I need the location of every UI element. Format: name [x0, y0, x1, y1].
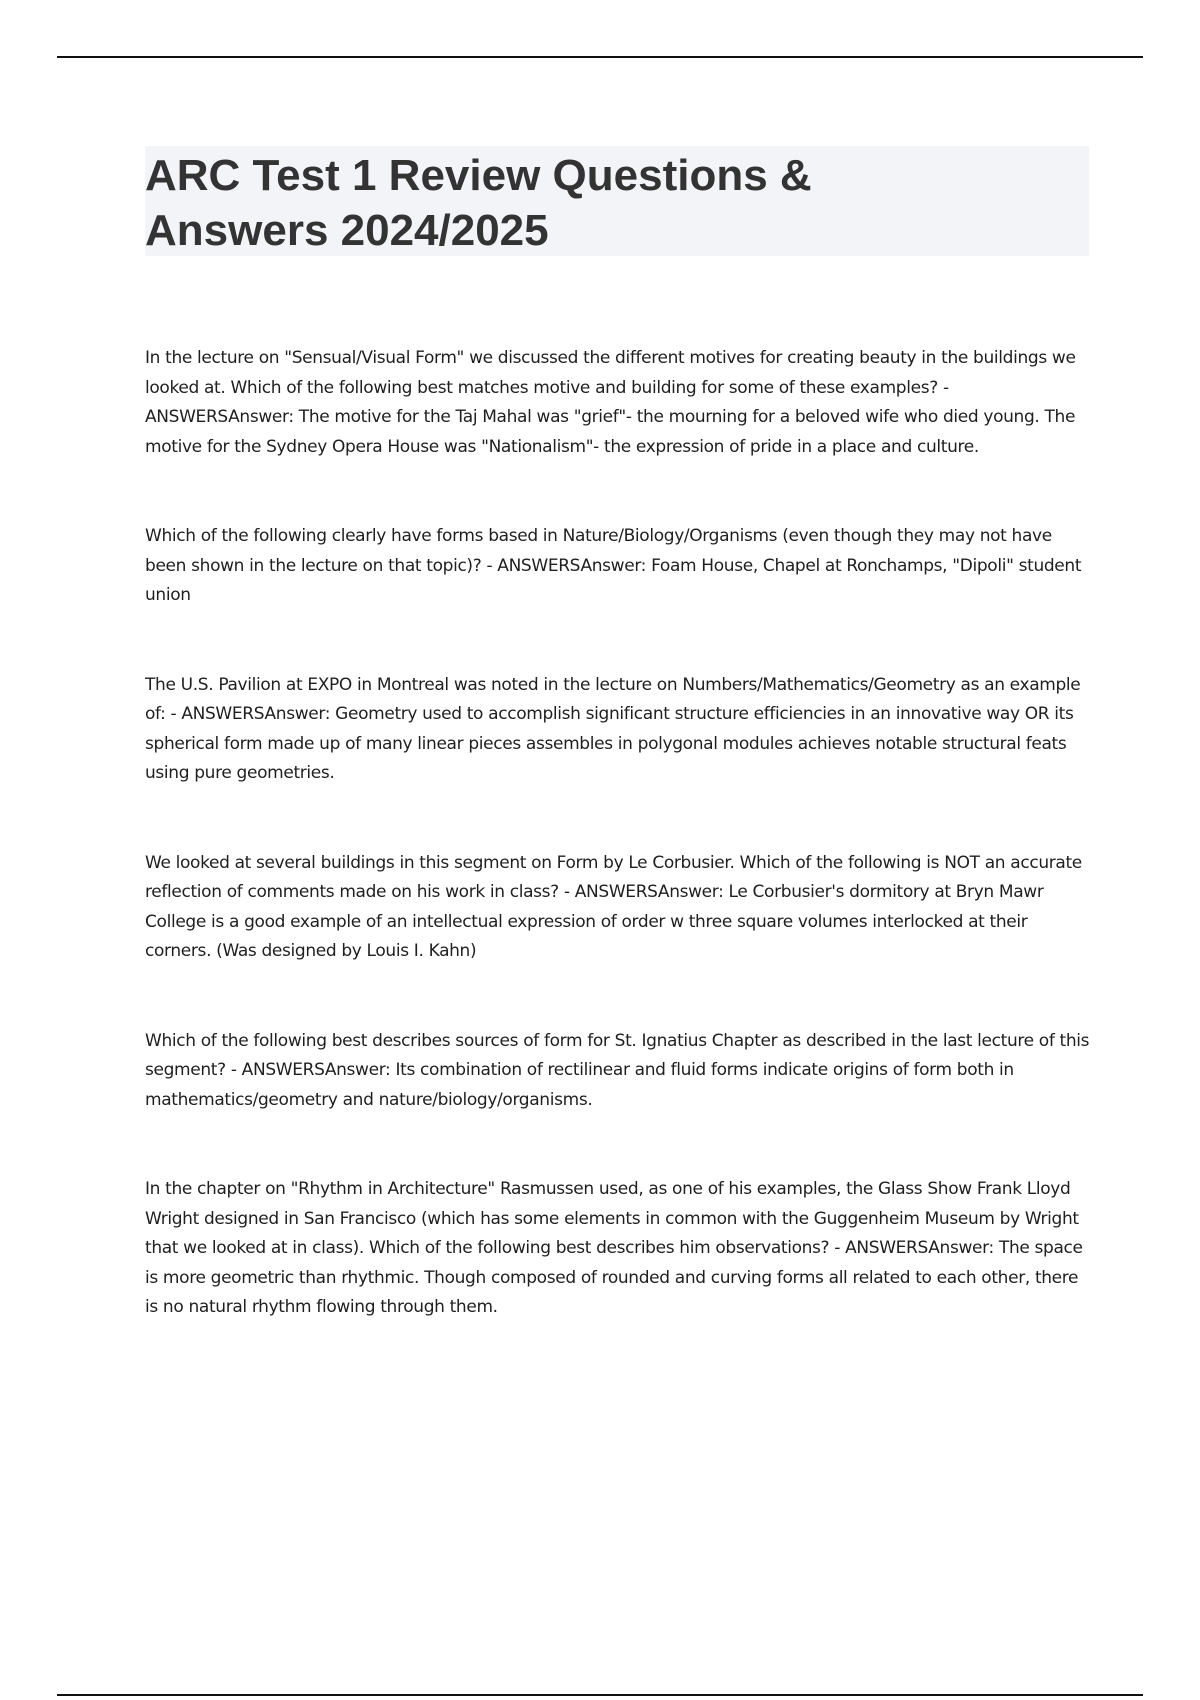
- title-block: [145, 146, 1089, 256]
- document-title: ARC Test 1 Review Questions & Answers 2024/2025: [145, 151, 812, 255]
- qa-item: The U.S. Pavilion at EXPO in Montreal was noted in the lecture on Numbers/Mathematics/Geometry as an example of: - ANSWERSAnswer: Geometry used to accomplish significant structure efficiencies in an innovative way OR its spherical form made up of many linear pieces assembles in polygonal modules achieves notable structural feats using pure geometries.: [145, 674, 1081, 783]
- top-rule: [57, 56, 1143, 58]
- qa-item: We looked at several buildings in this segment on Form by Le Corbusier. Which of the following is NOT an accurate reflection of comments made on his work in class? - ANSWERSAnswer: Le Corbusier's dormitory at Bryn Mawr College is a good example of an intellectual expression of order w three square volumes interlocked at their corners. (Was designed by Louis I. Kahn): [145, 852, 1082, 961]
- qa-item: Which of the following best describes sources of form for St. Ignatius Chapter as described in the last lecture of this segment? - ANSWERSAnswer: Its combination of rectilinear and fluid forms indicate origins of form both in mathematics/geometry and nature/biology/organisms.: [145, 1030, 1090, 1110]
- qa-item: In the lecture on "Sensual/Visual Form" we discussed the different motives for creating beauty in the buildings we looked at. Which of the following best matches motive and building for some of these examples? - ANSWERSAnswer: The motive for the Taj Mahal was "grief"- the mourning for a beloved wife who died young. The motive for the Sydney Opera House was "Nationalism"- the expression of pride in a place and culture.: [145, 348, 1076, 457]
- qa-item: In the chapter on "Rhythm in Architecture" Rasmussen used, as one of his examples, the Glass Show Frank Lloyd Wright designed in San Francisco (which has some elements in common with the Guggenheim Museum by Wright that we looked at in class). Which of the following best describes him observations? - ANSWERSAnswer: The space is more geometric than rhythmic. Though composed of rounded and curving forms all related to each other, there is no natural rhythm flowing through them.: [145, 1179, 1083, 1317]
- qa-list: [145, 344, 1095, 1383]
- bottom-rule: [57, 1694, 1143, 1696]
- qa-item: Which of the following clearly have forms based in Nature/Biology/Organisms (even though they may not have been shown in the lecture on that topic)? - ANSWERSAnswer: Foam House, Chapel at Ronchamps, "Dipoli" student union: [145, 526, 1082, 605]
